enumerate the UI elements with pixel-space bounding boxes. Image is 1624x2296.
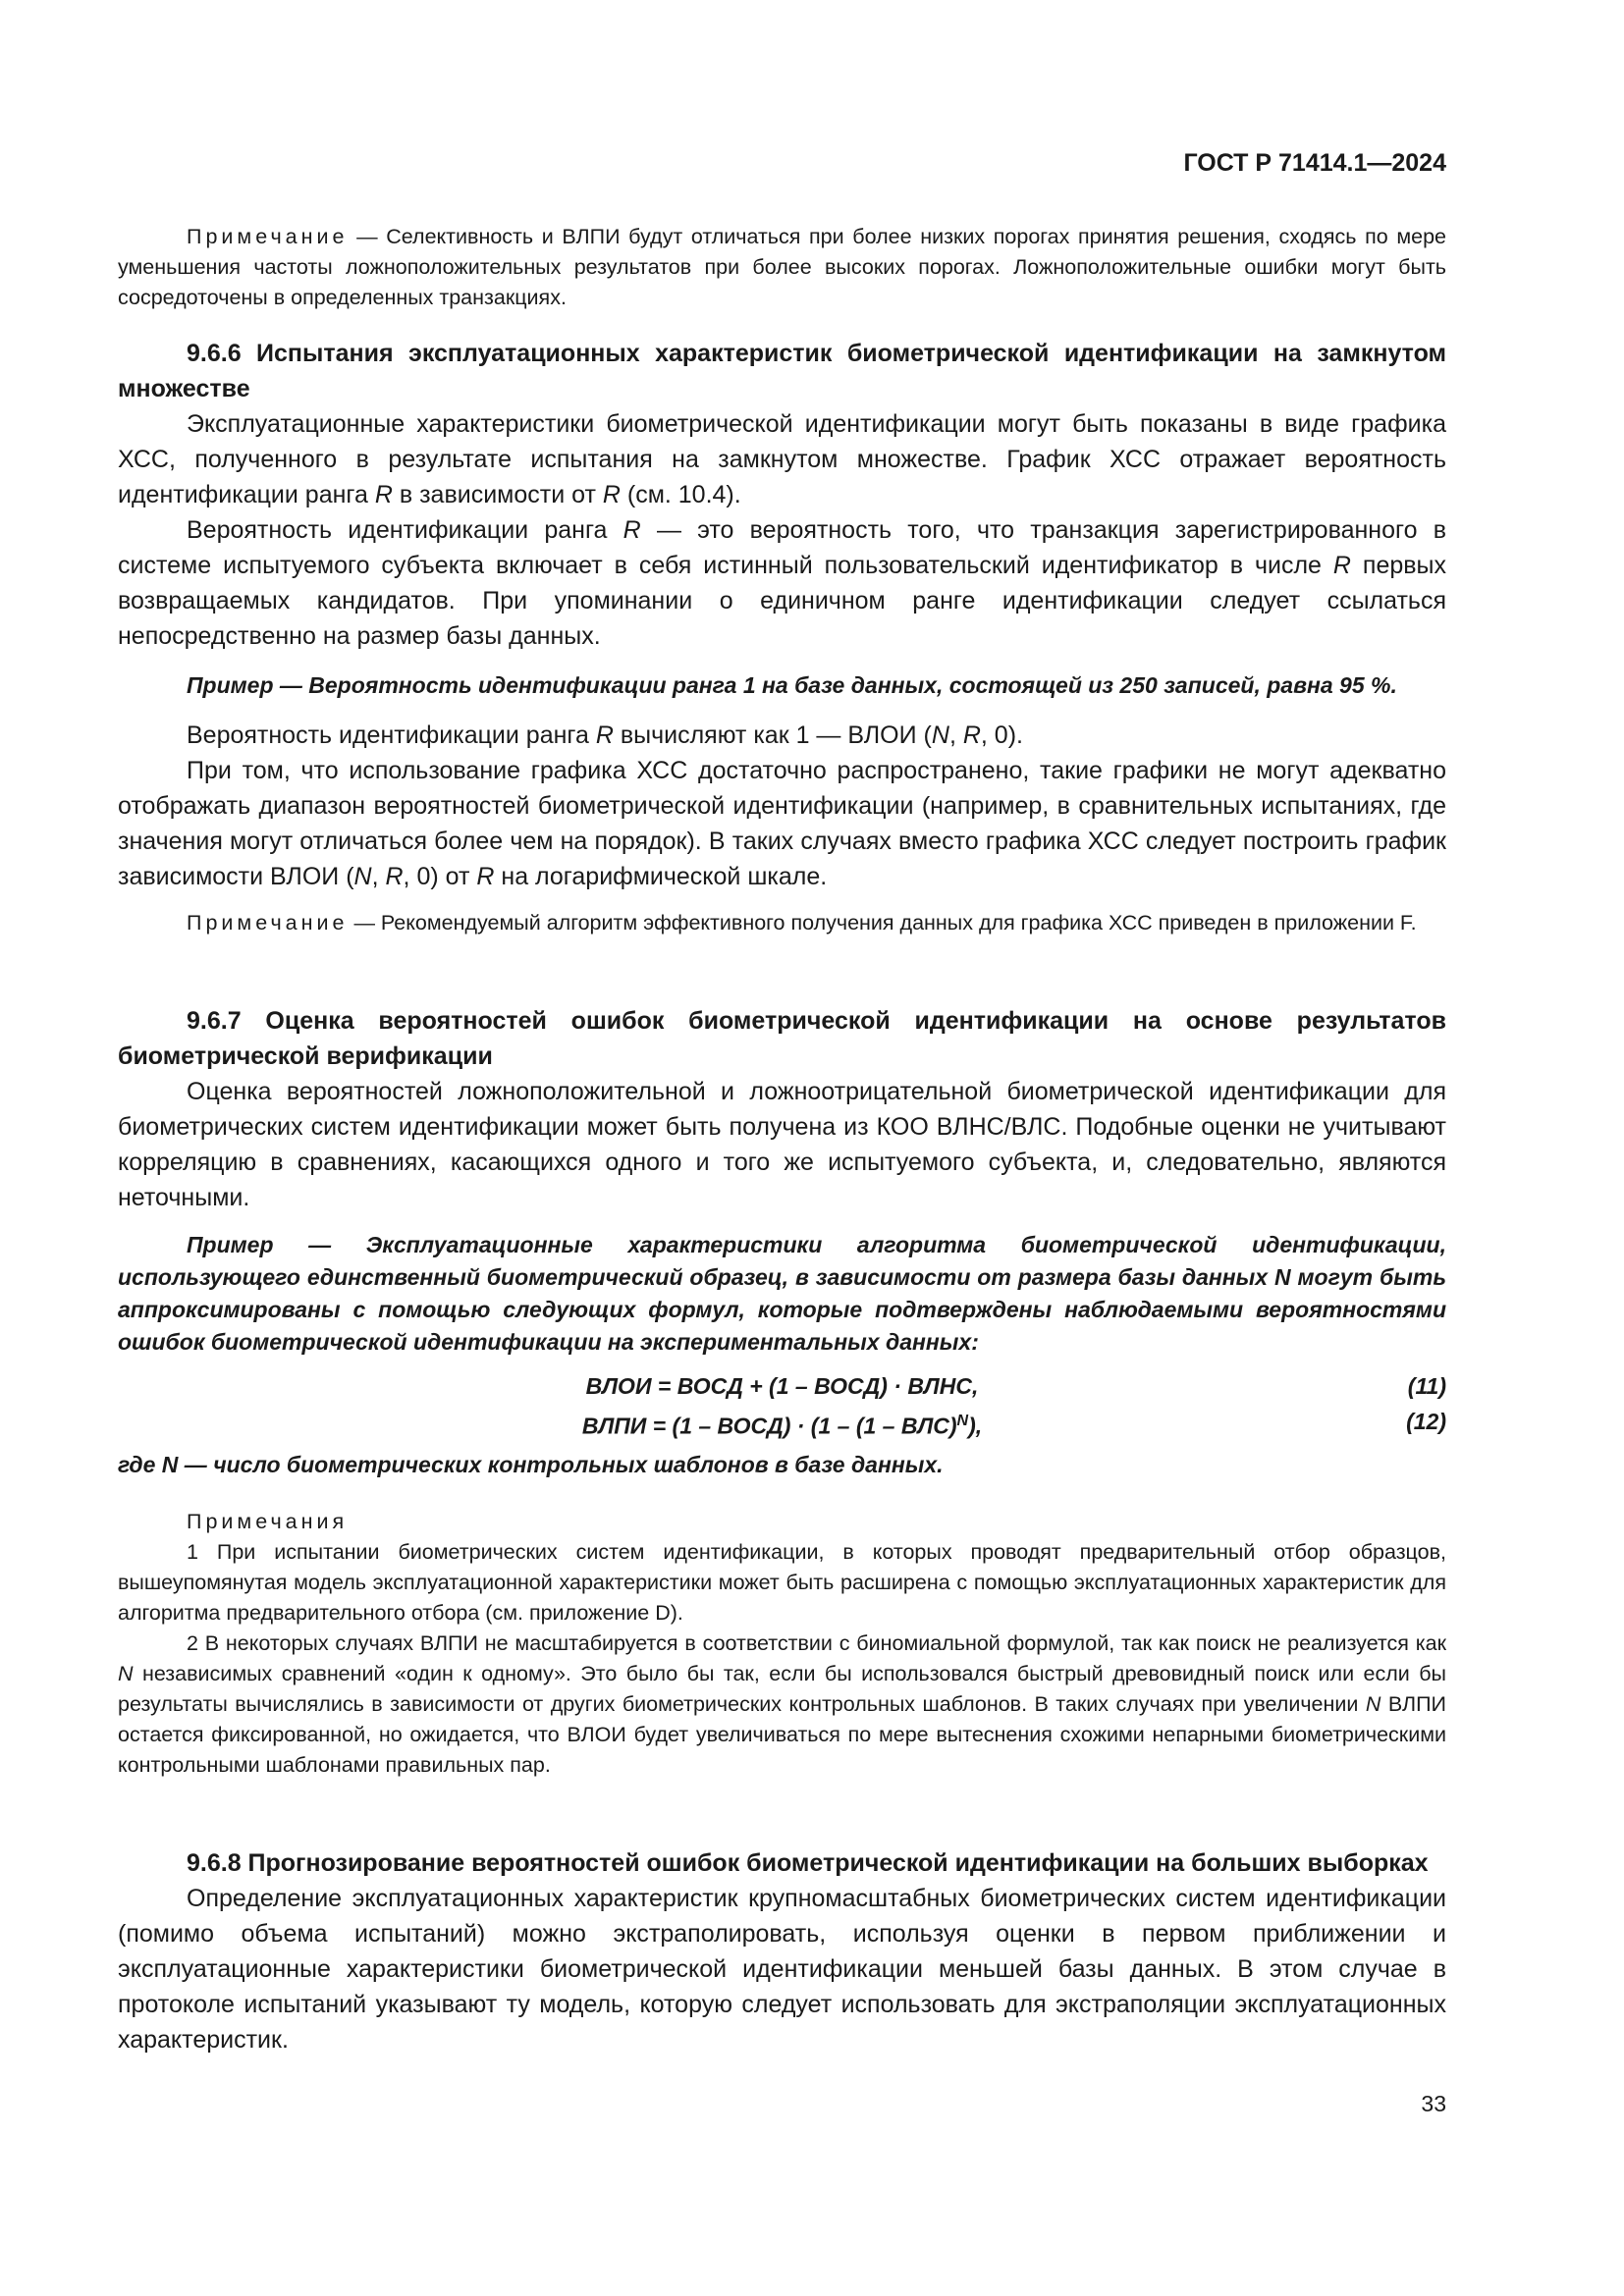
formula-text: ВЛОИ = ВОСД + (1 – ВОСД) · ВЛНС, bbox=[585, 1373, 979, 1399]
section-9-6-7 bbox=[118, 1003, 1446, 1781]
paragraph: Вероятность идентификации ранга R — это вероятность того, что транзакция зарегистрированного в системе испытуемого субъекта включает в себя истинный пользовательский идентификатор в числе R первых возвращаемых кандидатов. При упоминании о единичном ранге идентификации следует ссылаться непосредственно на размер базы данных. bbox=[118, 516, 1446, 650]
note-paragraph bbox=[118, 222, 1446, 313]
note-paragraph: Примечание — Рекомендуемый алгоритм эффективного получения данных для графика ХСС приведен в приложении F. bbox=[187, 911, 1417, 934]
section-heading: 9.6.7 Оценка вероятностей ошибок биометрической идентификации на основе результатов биометрической верификации bbox=[118, 1007, 1446, 1070]
paragraph: При том, что использование графика ХСС достаточно распространено, такие графики не могут адекватно отображать диапазон вероятностей биометрической идентификации (например, в сравнительных испытаниях, где значения могут отличаться более чем на порядок). В таких случаях вместо графика ХСС следует построить график зависимости ВЛОИ (N, R, 0) от R на логарифмической шкале. bbox=[118, 757, 1446, 890]
document-id: ГОСТ Р 71414.1—2024 bbox=[1183, 149, 1446, 177]
example: Пример — Эксплуатационные характеристики алгоритма биометрической идентификации, использующего единственный биометрический образец, в зависимости от размера базы данных N могут быть аппроксимированы с помощью следующих формул, которые подтверждены наблюдаемыми вероятностями ошибок биометрической идентификации на экспериментальных данных: bbox=[118, 1232, 1446, 1355]
note-item: 2 В некоторых случаях ВЛПИ не масштабируется в соответствии с биномиальной формулой, так как поиск не реализуется как N независимых сравнений «один к одному». Это было бы так, если бы использовался быстрый древовидный поиск или если бы результаты вычислялись в зависимости от других биометрических контрольных шаблонов. В таких случаях при увеличении N ВЛПИ остается фиксированной, но ожидается, что ВЛОИ будет увеличиваться по мере вытеснения схожими непарными биометрическими контрольными шаблонами правильных пар. bbox=[118, 1631, 1446, 1777]
note-item: 1 При испытании биометрических систем идентификации, в которых проводят предварительный отбор образцов, вышеупомянутая модель эксплуатационной характеристики может быть расширена с помощью эксплуатационных характеристик для алгоритма предварительного отбора (см. приложение D). bbox=[118, 1540, 1446, 1625]
formula-11 bbox=[118, 1368, 1446, 1404]
note-label: Примечание bbox=[187, 225, 349, 248]
example: Пример — Вероятность идентификации ранга 1 на базе данных, состоящей из 250 записей, равна 95 %. bbox=[187, 672, 1397, 698]
paragraph: Эксплуатационные характеристики биометрической идентификации могут быть показаны в виде графика ХСС, полученного в результате испытания на замкнутом множестве. График ХСС отражает вероятность идентификации ранга R в зависимости от R (см. 10.4). bbox=[118, 410, 1446, 508]
formula-12 bbox=[118, 1404, 1446, 1439]
notes-label: Примечания bbox=[187, 1510, 349, 1533]
section-heading: 9.6.6 Испытания эксплуатационных характеристик биометрической идентификации на замкнутом множестве bbox=[118, 340, 1446, 402]
section-heading: 9.6.8 Прогнозирование вероятностей ошибок биометрической идентификации на больших выборках bbox=[187, 1849, 1429, 1877]
formula-text: ВЛПИ = (1 – ВОСД) · (1 – (1 – ВЛС)$^N$), bbox=[581, 1413, 983, 1439]
note-label: Примечание bbox=[187, 911, 349, 934]
section-9-6-6 bbox=[118, 336, 1446, 938]
paragraph: Вероятность идентификации ранга R вычисляют как 1 — ВЛОИ (N, R, 0). bbox=[187, 721, 1023, 749]
formula-number: (12) bbox=[1406, 1409, 1446, 1434]
formula-where: где N — число биометрических контрольных шаблонов в базе данных. bbox=[118, 1452, 944, 1477]
section-9-6-8 bbox=[118, 1845, 1446, 2057]
page-number: 33 bbox=[1421, 2091, 1446, 2116]
paragraph: Определение эксплуатационных характеристик крупномасштабных биометрических систем идентификации (помимо объема испытаний) можно экстраполировать, используя оценки в первом приближении и эксплуатационные характеристики биометрической идентификации меньшей базы данных. В этом случае в протоколе испытаний указывают ту модель, которую следует использовать для экстраполяции эксплуатационных характеристик. bbox=[118, 1885, 1446, 2054]
formula-number: (11) bbox=[1407, 1373, 1446, 1399]
note-1 bbox=[118, 222, 1446, 313]
note-text: — Селективность и ВЛПИ будут отличаться при более низких порогах принятия решения, сходясь по мере уменьшения частоты ложноположительных результатов при более высоких порогах. Ложноположительные ошибки могут быть сосредоточены в определенных транзакциях. bbox=[118, 225, 1446, 309]
paragraph: Оценка вероятностей ложноположительной и ложноотрицательной биометрической идентификации для биометрических систем идентификации может быть получена из КОО ВЛНС/ВЛС. Подобные оценки не учитывают корреляцию в сравнениях, касающихся одного и того же испытуемого субъекта, и, следовательно, являются неточными. bbox=[118, 1078, 1446, 1211]
